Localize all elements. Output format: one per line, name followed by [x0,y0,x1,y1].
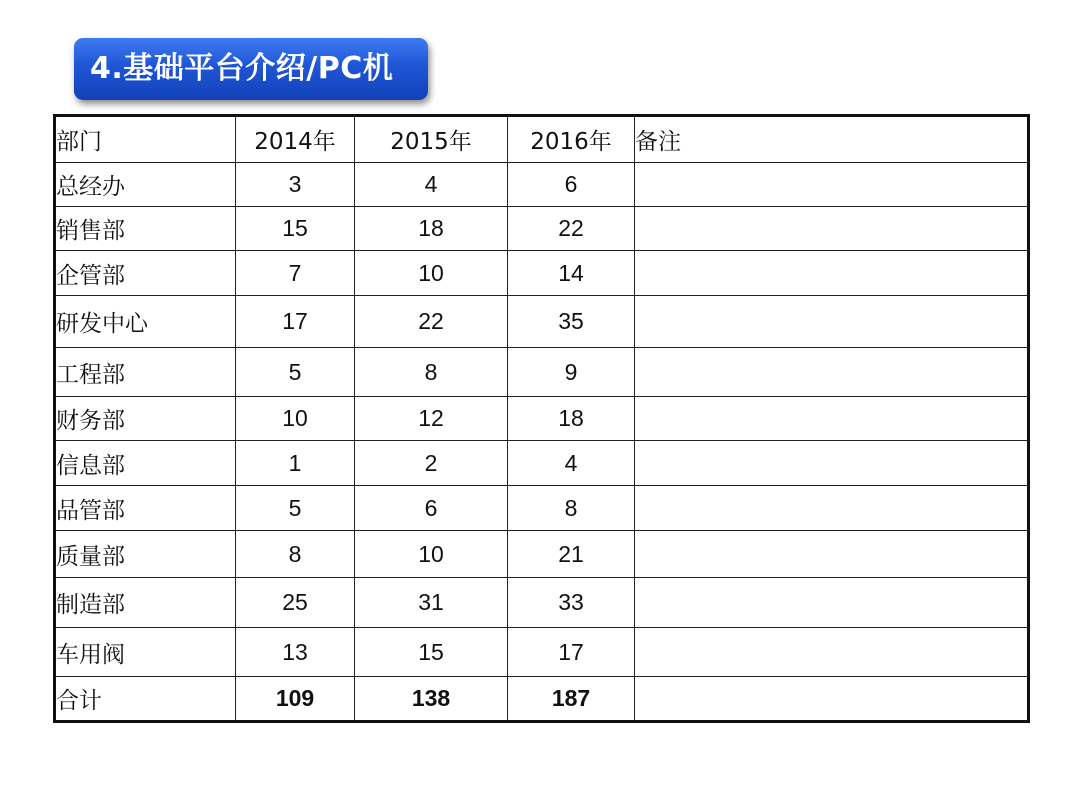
table-row [55,628,1029,677]
header-dept: 部门 [55,116,236,163]
pc-count-table [53,114,1030,723]
note-cell [635,251,1029,296]
table-header-row [55,116,1029,163]
value-2016-cell: 35 [508,296,635,348]
value-2015-cell: 18 [355,207,508,251]
value-2014-cell: 7 [236,251,355,296]
note-cell [635,397,1029,441]
value-2015-cell: 12 [355,397,508,441]
value-2016-cell: 21 [508,531,635,578]
value-2014-cell: 3 [236,163,355,207]
table-row [55,348,1029,397]
value-2015-cell: 31 [355,578,508,628]
value-2014-cell: 13 [236,628,355,677]
table-row [55,531,1029,578]
total-2016-cell: 187 [508,677,635,722]
note-cell [635,628,1029,677]
table-row [55,486,1029,531]
value-2016-cell: 9 [508,348,635,397]
value-2015-cell: 8 [355,348,508,397]
dept-cell: 研发中心 [55,296,236,348]
value-2016-cell: 6 [508,163,635,207]
header-2015: 2015年 [355,116,508,163]
total-2014-cell: 109 [236,677,355,722]
value-2015-cell: 10 [355,251,508,296]
table-row [55,441,1029,486]
value-2016-cell: 14 [508,251,635,296]
total-note-cell [635,677,1029,722]
dept-cell: 工程部 [55,348,236,397]
note-cell [635,348,1029,397]
value-2015-cell: 15 [355,628,508,677]
header-note: 备注 [635,116,1029,163]
total-2015-cell: 138 [355,677,508,722]
table-row [55,296,1029,348]
value-2016-cell: 17 [508,628,635,677]
note-cell [635,296,1029,348]
value-2016-cell: 4 [508,441,635,486]
header-2014: 2014年 [236,116,355,163]
value-2015-cell: 10 [355,531,508,578]
dept-cell: 总经办 [55,163,236,207]
page-title: 4.基础平台介绍/PC机 [74,38,428,100]
value-2016-cell: 8 [508,486,635,531]
dept-cell: 质量部 [55,531,236,578]
value-2016-cell: 33 [508,578,635,628]
dept-cell: 车用阀 [55,628,236,677]
dept-cell: 制造部 [55,578,236,628]
dept-cell: 销售部 [55,207,236,251]
value-2014-cell: 15 [236,207,355,251]
dept-cell: 品管部 [55,486,236,531]
note-cell [635,578,1029,628]
dept-cell: 财务部 [55,397,236,441]
note-cell [635,486,1029,531]
value-2014-cell: 10 [236,397,355,441]
note-cell [635,441,1029,486]
table-row [55,251,1029,296]
note-cell [635,531,1029,578]
header-2016: 2016年 [508,116,635,163]
table-row [55,397,1029,441]
dept-cell: 信息部 [55,441,236,486]
table-row [55,207,1029,251]
value-2014-cell: 1 [236,441,355,486]
value-2014-cell: 5 [236,348,355,397]
value-2016-cell: 18 [508,397,635,441]
value-2015-cell: 22 [355,296,508,348]
note-cell [635,207,1029,251]
value-2015-cell: 4 [355,163,508,207]
dept-cell: 企管部 [55,251,236,296]
total-label-cell: 合计 [55,677,236,722]
table-total-row [55,677,1029,722]
table-row [55,163,1029,207]
value-2015-cell: 2 [355,441,508,486]
value-2014-cell: 8 [236,531,355,578]
table-row [55,578,1029,628]
note-cell [635,163,1029,207]
value-2014-cell: 5 [236,486,355,531]
value-2015-cell: 6 [355,486,508,531]
value-2014-cell: 17 [236,296,355,348]
value-2014-cell: 25 [236,578,355,628]
value-2016-cell: 22 [508,207,635,251]
